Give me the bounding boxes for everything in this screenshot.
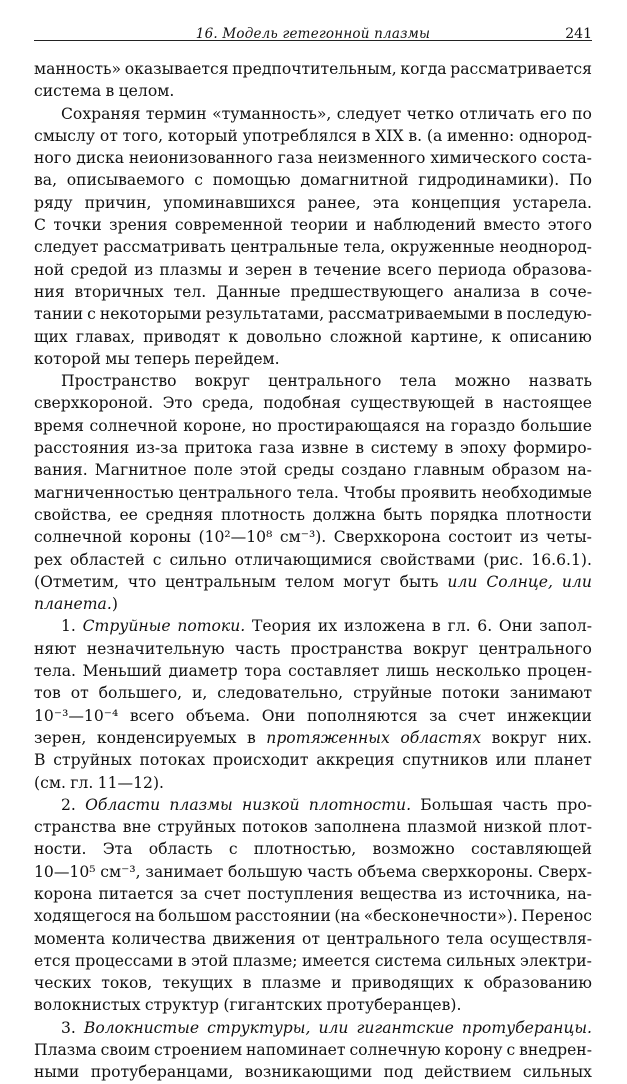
text-line: ческих токов, текущих в плазме и приводящих к образованию [34, 974, 592, 993]
text-line: В струйных потоках происходит аккреция спутников или планет [34, 751, 592, 770]
text-line: тела. Меньший диаметр тора составляет лишь несколько процен- [34, 662, 592, 681]
text-line: 10⁻³—10⁻⁴ всего объема. Они пополняются за счет инжекции [34, 706, 592, 725]
text-line: следует рассматривать центральные тела, окруженные неоднород- [34, 238, 592, 257]
paragraph-first-line: 3. Волокнистые структуры, или гигантские протуберанцы. [61, 1018, 592, 1037]
body-text [34, 58, 592, 1084]
text-line: планета.) [34, 595, 118, 614]
text-line: Плазма своим строением напоминает солнечную корону с внедрен- [34, 1041, 592, 1060]
text-line: странства вне струйных потоков заполнена плазмой низкой плот- [34, 818, 592, 837]
text-line: свойства, ее средняя плотность должна быть порядка плотности [34, 505, 592, 524]
text-line: волокнистых структур (гигантских протуберанцев). [34, 996, 462, 1015]
running-header [34, 6, 592, 41]
text-line: магниченностью центрального тела. Чтобы проявить необходимые [34, 483, 592, 502]
text-line: ной средой из плазмы и зерен в течение всего периода образова- [34, 260, 592, 279]
text-line: которой мы теперь перейдем. [34, 349, 280, 368]
text-line: солнечной короны (10²—10⁸ см⁻³). Сверхкорона состоит из четы- [34, 528, 592, 547]
text-line: тов от большего, и, следовательно, струйные потоки занимают [34, 684, 592, 703]
text-line: рех областей с сильно отличающимися свойствами (рис. 16.6.1). [34, 550, 592, 569]
text-line: тании с некоторыми результатами, рассматриваемыми в последую- [34, 305, 592, 324]
text-line: ного диска неионизованного газа неизменного химического соста- [34, 149, 592, 168]
chapter-title: 16. Модель гетегонной плазмы [195, 26, 431, 42]
paragraph-first-line: 1. Струйные потоки. Теория их изложена в гл. 6. Они запол- [61, 617, 592, 636]
text-line: С точки зрения современной теории и наблюдений вместо этого [34, 216, 592, 235]
text-line: смыслу от того, который употреблялся в XIX в. (а именно: однород- [34, 126, 592, 145]
text-line: ходящегося на большом расстоянии (на «бесконечности»). Перенос [34, 907, 592, 926]
text-line: время солнечной короне, но простирающаяся на гораздо большие [34, 416, 592, 435]
text-line: ва, описываемого с помощью домагнитной гидродинамики). По [34, 171, 592, 190]
text-line: ности. Эта область с плотностью, возможно составляющей [34, 840, 592, 859]
text-line: расстояния из-за притока газа извне в систему в эпоху формиро- [34, 439, 592, 458]
text-line: (Отметим, что центральным телом могут быть или Солнце, или [34, 572, 592, 591]
text-line: корона питается за счет поступления вещества из источника, на- [34, 884, 592, 903]
text-line: 10—10⁵ см⁻³, занимает большую часть объема сверхкороны. Сверх- [34, 862, 592, 881]
text-line: зерен, конденсируемых в протяженных областях вокруг них. [34, 728, 592, 747]
text-line: щих главах, приводят к довольно сложной картине, к описанию [34, 327, 592, 346]
text-line: ется процессами в этой плазме; имеется система сильных электри- [34, 951, 592, 970]
paragraph-first-line: 2. Области плазмы низкой плотности. Большая часть про- [61, 795, 592, 814]
paragraph-first-line: Сохраняя термин «туманность», следует четко отличать его по [61, 104, 592, 123]
text-line: ния вторичных тел. Данные предшествующего анализа в соче- [34, 282, 592, 301]
text-line: вания. Магнитное поле этой среды создано главным образом на- [34, 461, 592, 480]
page-number: 241 [565, 26, 592, 42]
text-line: ряду причин, упоминавшихся ранее, эта концепция устарела. [34, 193, 592, 212]
text-line: ными протуберанцами, возникающими под действием сильных [34, 1063, 592, 1082]
text-line: момента количества движения от центрального тела осуществля- [34, 929, 592, 948]
text-line: няют незначительную часть пространства вокруг центрального [34, 639, 592, 658]
paragraph-first-line: Пространство вокруг центрального тела можно назвать [61, 372, 592, 391]
text-line: сверхкороной. Это среда, подобная существующей в настоящее [34, 394, 592, 413]
text-line: манность» оказывается предпочтительным, когда рассматривается [34, 60, 592, 78]
text-line: (см. гл. 11—12). [34, 773, 164, 792]
text-line: система в целом. [34, 82, 175, 101]
